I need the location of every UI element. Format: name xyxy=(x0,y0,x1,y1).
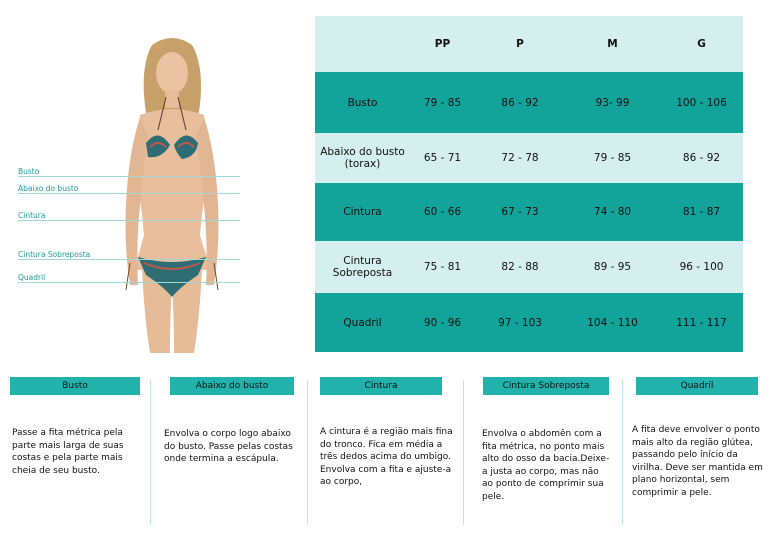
row-label: Cintura Sobreposta xyxy=(332,255,393,279)
table-cell: 60 - 66 xyxy=(423,206,462,218)
table-cell: 100 - 106 xyxy=(676,96,727,109)
table-cell: 104 - 110 xyxy=(587,316,638,329)
table-cell: 111 - 117 xyxy=(676,316,727,329)
instruction-title: Quadril xyxy=(636,377,758,395)
size-table xyxy=(315,16,743,352)
table-cell: 97 - 103 xyxy=(498,316,542,329)
instruction-title: Cintura xyxy=(320,377,442,395)
instruction-text: Envolva o abdomên com a fita métrica, no ponto mais alto do osso da bacia.Deixe-a justa ao corpo, mas não ao ponto de comprimir sua pele. xyxy=(482,429,610,502)
guide-line-busto xyxy=(18,176,240,177)
table-row xyxy=(315,133,743,183)
instruction-text: Passe a fita métrica pela parte mais larga de suas costas e pela parte mais cheia de seu busto. xyxy=(12,428,124,476)
instruction-busto xyxy=(10,377,140,529)
guide-label-abaixo-do-busto: Abaixo do busto xyxy=(18,184,79,193)
instruction-text: A fita deve envolver o ponto mais alto da região glútea, passando pelo início da virilha. Deve ser mantida em plano horizontal, sem comprimir a pele. xyxy=(632,425,763,498)
header-cell-p: P xyxy=(516,38,524,50)
guide-line-quadril xyxy=(18,282,240,283)
instruction-quadril xyxy=(632,377,763,529)
row-label: Cintura xyxy=(343,206,382,218)
header-cell-g: G xyxy=(697,38,706,50)
guide-label-cintura: Cintura xyxy=(18,211,46,220)
instruction-title: Cintura Sobreposta xyxy=(483,377,609,395)
table-cell: 96 - 100 xyxy=(679,261,724,273)
table-cell: 74 - 80 xyxy=(593,206,632,218)
column-divider xyxy=(622,380,623,525)
table-cell: 67 - 73 xyxy=(501,206,539,218)
guide-label-busto: Busto xyxy=(18,167,40,176)
column-divider xyxy=(463,380,464,525)
table-header-row xyxy=(315,16,743,72)
guide-label-quadril: Quadril xyxy=(18,273,46,282)
table-cell: 75 - 81 xyxy=(423,261,462,273)
guide-line-abaixo-do-busto xyxy=(18,193,240,194)
table-cell: 86 - 92 xyxy=(501,96,539,109)
guide-line-cintura xyxy=(18,220,240,221)
table-cell: 79 - 85 xyxy=(423,96,462,109)
table-cell: 65 - 71 xyxy=(423,152,462,164)
instruction-text: Envolva o corpo logo abaixo do busto. Passe pelas costas onde termina a escápula. xyxy=(164,429,293,464)
table-row xyxy=(315,183,743,241)
table-row xyxy=(315,72,743,133)
guide-line-cintura-sobreposta xyxy=(18,259,240,260)
table-cell: 82 - 88 xyxy=(501,261,539,273)
row-label: Abaixo do busto (torax) xyxy=(320,146,405,170)
instruction-title: Busto xyxy=(10,377,140,395)
table-cell: 93- 99 xyxy=(595,96,630,109)
table-cell: 86 - 92 xyxy=(682,152,721,164)
table-row xyxy=(315,241,743,293)
instruction-cintura-sobreposta xyxy=(483,377,609,529)
table-cell: 72 - 78 xyxy=(501,152,539,164)
row-label: Quadril xyxy=(343,316,382,329)
guide-label-cintura-sobreposta: Cintura Sobreposta xyxy=(18,250,91,259)
table-cell: 79 - 85 xyxy=(593,152,632,164)
instruction-title: Abaixo do busto xyxy=(170,377,294,395)
column-divider xyxy=(150,380,151,525)
column-divider xyxy=(307,380,308,525)
row-label: Busto xyxy=(347,96,378,109)
model-figure-image xyxy=(100,35,245,353)
header-cell-pp: PP xyxy=(434,38,451,50)
instruction-cintura xyxy=(320,377,453,529)
instruction-abaixo-do-busto xyxy=(164,377,294,529)
table-row xyxy=(315,293,743,352)
table-cell: 81 - 87 xyxy=(682,206,721,218)
table-cell: 89 - 95 xyxy=(593,261,632,273)
table-cell: 90 - 96 xyxy=(423,316,462,329)
instruction-text: A cintura é a região mais fina do tronco. Fica em média a três dedos acima do umbigo. Envolva com a fita e ajuste-a ao corpo, xyxy=(320,427,453,487)
header-cell-m: M xyxy=(607,38,618,50)
